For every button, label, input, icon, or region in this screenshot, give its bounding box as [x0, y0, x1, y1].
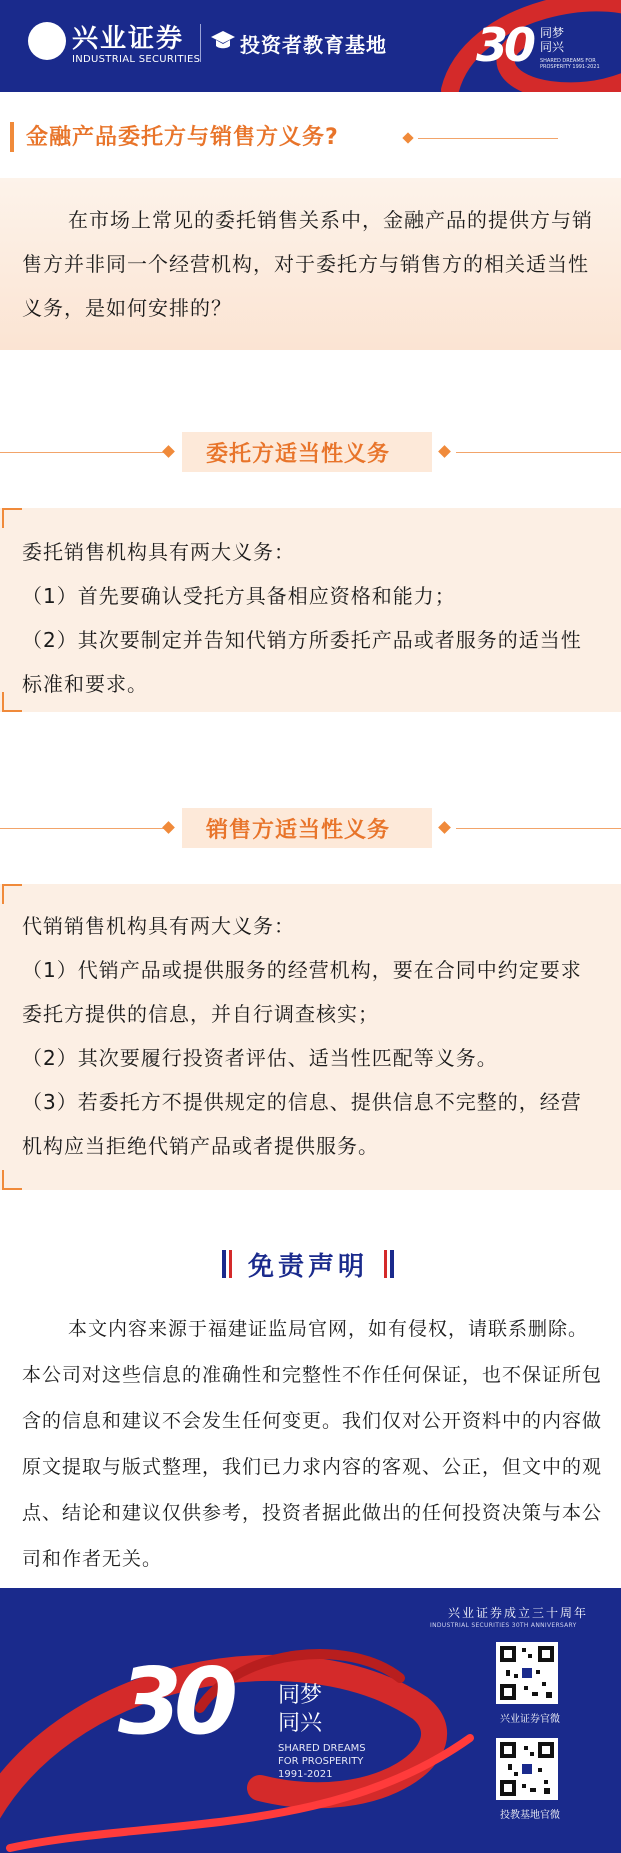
section-line-left: [0, 452, 170, 453]
question-title: 金融产品委托方与销售方义务?: [26, 125, 339, 150]
disclaimer-text: 本文内容来源于福建证监局官网，如有侵权，请联系删除。本公司对这些信息的准确性和完整性不作任何保证，也不保证所包含的信息和建议不会发生任何变更。我们仅对公开资料中的内容做原文提取与版式整理，我们已力求内容的客观、公正，但文中的观点、结论和建议仅供参考，投资者据此做出的任何投资决策与本公司和作者无关。: [22, 1318, 603, 1570]
qr-code-official-icon: [496, 1642, 558, 1704]
section-title: 委托方适当性义务: [206, 442, 391, 467]
list-item: （1）首先要确认受托方具备相应资格和能力；: [22, 584, 456, 608]
disclaimer-bar-red: [384, 1250, 387, 1278]
investor-education-base: 投资者教育基地: [240, 33, 387, 57]
anniversary-slogan-en: SHARED DREAMS FOR PROSPERITY 1991-2021: [540, 58, 600, 70]
list-item: （1）代销产品或提供服务的经营机构，要在合同中约定要求委托方提供的信息，并自行调查核实；: [22, 958, 582, 1026]
brand-name-en: INDUSTRIAL SECURITIES: [72, 54, 201, 65]
qr-code-education-icon: [496, 1738, 558, 1800]
diamond-icon: [438, 821, 451, 834]
anniversary-number: 30: [476, 18, 533, 72]
title-accent-bar: [10, 122, 14, 152]
list-item: （2）其次要制定并告知代销方所委托产品或者服务的适当性标准和要求。: [22, 628, 582, 696]
corner-decoration: [2, 884, 22, 904]
qr-label-official: 兴业证券官微: [500, 1714, 560, 1725]
disclaimer-title: 免责声明: [248, 1252, 369, 1282]
disclaimer-bar-blue: [222, 1250, 226, 1278]
section-line-left: [0, 828, 170, 829]
list-item: （2）其次要履行投资者评估、适当性匹配等义务。: [22, 1046, 498, 1070]
brand-name: 兴业证券: [72, 24, 185, 54]
header-divider: [200, 24, 201, 62]
qr-label-education: 投教基地官微: [500, 1810, 560, 1821]
title-line: [418, 138, 558, 139]
corner-decoration: [2, 1170, 22, 1190]
footer-anniversary-title-en: INDUSTRIAL SECURITIES 30TH ANNIVERSARY: [430, 1622, 577, 1629]
corner-decoration: [2, 692, 22, 712]
anniversary-slogan: 同梦 同兴: [540, 26, 565, 54]
disclaimer-bar-blue: [390, 1250, 394, 1278]
diamond-icon: [162, 821, 175, 834]
graduation-cap-icon: [210, 28, 236, 52]
section-intro: 代销销售机构具有两大义务：: [22, 914, 295, 938]
diamond-icon: [162, 445, 175, 458]
section-title: 销售方适当性义务: [206, 818, 391, 843]
footer-slogan-en: SHARED DREAMS FOR PROSPERITY 1991-2021: [278, 1743, 366, 1780]
footer-slogan: 同梦 同兴: [278, 1683, 323, 1736]
corner-decoration: [2, 508, 22, 528]
diamond-icon: [438, 445, 451, 458]
question-text: 在市场上常见的委托销售关系中，金融产品的提供方与销售方并非同一个经营机构，对于委托方与销售方的相关适当性义务，是如何安排的？: [22, 208, 593, 320]
section-line-right: [456, 452, 621, 453]
footer-anniversary-title: 兴业证券成立三十周年: [448, 1606, 589, 1620]
diamond-icon: [402, 132, 413, 143]
disclaimer-bar-red: [229, 1250, 232, 1278]
section-line-right: [456, 828, 621, 829]
company-logo-icon: [28, 22, 66, 60]
list-item: （3）若委托方不提供规定的信息、提供信息不完整的，经营机构应当拒绝代销产品或者提供服务。: [22, 1090, 582, 1158]
section-intro: 委托销售机构具有两大义务：: [22, 540, 295, 564]
footer-anniversary-number: 30: [118, 1648, 231, 1755]
